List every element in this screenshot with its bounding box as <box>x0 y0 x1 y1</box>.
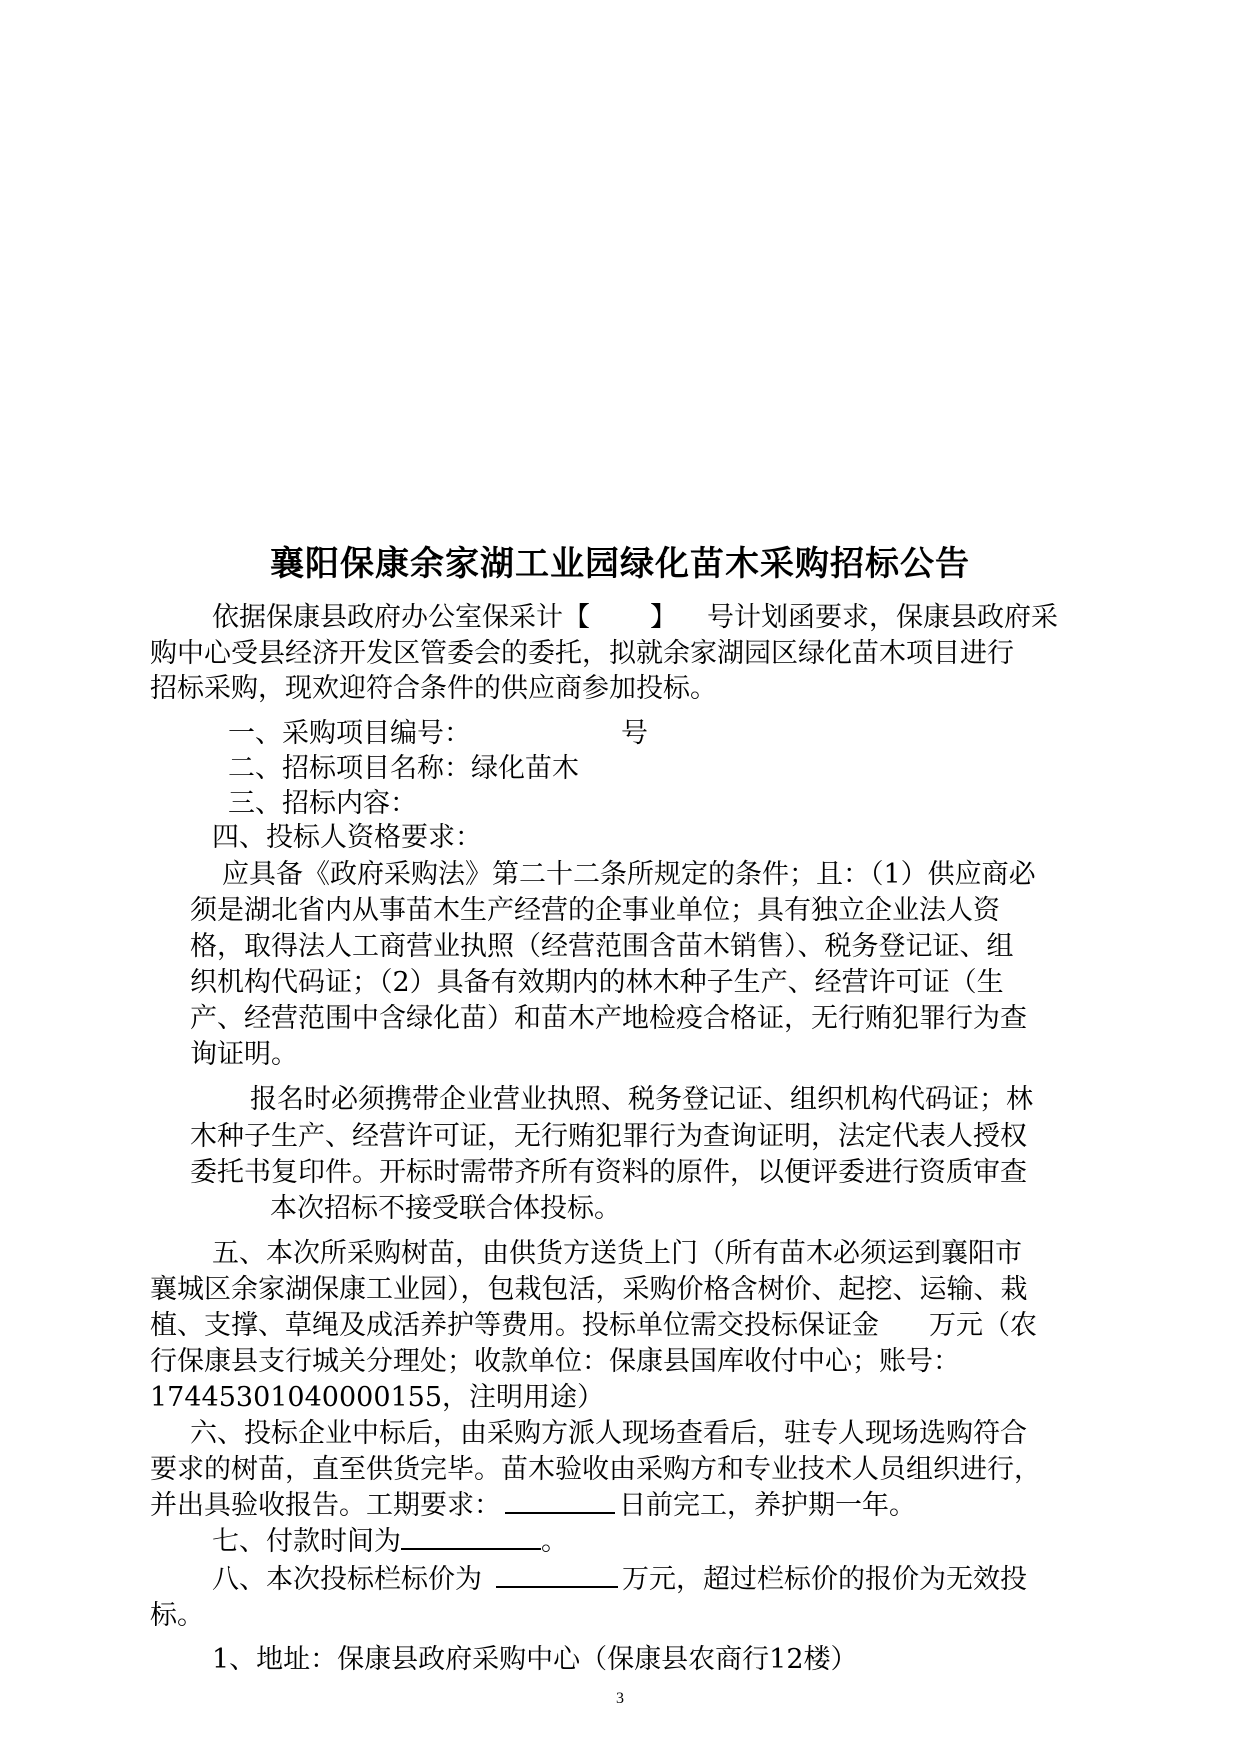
section-6-line <box>150 1486 916 1526</box>
section-7 <box>212 1522 568 1562</box>
section-8-label: 八、本次投标栏标价为 <box>212 1564 482 1595</box>
section-6-line-3b: 日前完工，养护期一年。 <box>619 1490 916 1521</box>
intro-line-1c: 号计划函要求，保康县政府采 <box>707 602 1058 633</box>
section-5-line: 五、本次所采购树苗，由供货方送货上门（所有苗木必须运到襄阳市 <box>212 1238 1022 1269</box>
section-4-line: 格，取得法人工商营业执照（经营范围含苗木销售）、税务登记证、组 <box>190 931 1014 962</box>
section-4-line: 产、经营范围中含绿化苗）和苗木产地检疫合格证，无行贿犯罪行为查 <box>190 1003 1027 1034</box>
section-1 <box>228 714 648 754</box>
section-8-suffix: 万元，超过栏标价的报价为无效投 <box>622 1564 1027 1595</box>
section-5-line: 襄城区余家湖保康工业园），包栽包活，采购价格含树价、起挖、运输、栽 <box>150 1274 1028 1305</box>
section-1-label: 一、采购项目编号： <box>228 718 471 749</box>
intro-line-3: 招标采购，现欢迎符合条件的供应商参加投标。 <box>150 673 717 704</box>
section-5-line-3b: 万元（农 <box>929 1310 1037 1341</box>
intro-line-1b: 】 <box>650 602 677 633</box>
section-6-line: 要求的树苗，直至供货完毕。苗木验收由采购方和专业技术人员组织进行， <box>150 1454 1041 1485</box>
page-number: 3 <box>616 1690 624 1707</box>
section-3: 三、招标内容： <box>228 788 417 819</box>
deadline-blank <box>505 1486 615 1514</box>
registration-line: 木种子生产、经营许可证，无行贿犯罪行为查询证明，法定代表人授权 <box>190 1121 1027 1152</box>
section-5-line-3a: 植、支撑、草绳及成活养护等费用。投标单位需交投标保证金 <box>150 1310 879 1341</box>
no-consortium-note: 本次招标不接受联合体投标。 <box>270 1193 621 1224</box>
section-8 <box>212 1560 1027 1600</box>
section-5-line <box>150 1306 1037 1346</box>
payment-time-blank <box>401 1522 541 1550</box>
section-7-label: 七、付款时间为 <box>212 1526 401 1557</box>
ceiling-price-blank <box>496 1560 618 1588</box>
section-6-line: 六、投标企业中标后，由采购方派人现场查看后，驻专人现场选购符合 <box>190 1418 1027 1449</box>
registration-line: 报名时必须携带企业营业执照、税务登记证、组织机构代码证；林 <box>250 1084 1033 1115</box>
section-6-line-3a: 并出具验收报告。工期要求： <box>150 1490 501 1521</box>
address-line: 1、地址：保康县政府采购中心（保康县农商行12楼） <box>212 1644 858 1675</box>
section-4-line: 应具备《政府采购法》第二十二条所规定的条件；且：（1）供应商必 <box>222 859 1036 890</box>
intro-line-2: 购中心受县经济开发区管委会的委托，拟就余家湖园区绿化苗木项目进行 <box>150 638 1014 669</box>
document-title: 襄阳保康余家湖工业园绿化苗木采购招标公告 <box>270 544 970 584</box>
account-number-line: 17445301040000155，注明用途） <box>150 1382 605 1413</box>
section-5-line: 行保康县支行城关分理处；收款单位：保康县国库收付中心；账号： <box>150 1346 960 1377</box>
registration-line: 委托书复印件。开标时需带齐所有资料的原件，以便评委进行资质审查 <box>190 1157 1027 1188</box>
section-1-suffix: 号 <box>621 718 648 749</box>
section-4-heading: 四、投标人资格要求： <box>212 822 482 853</box>
section-7-suffix: 。 <box>541 1526 568 1557</box>
section-4-line: 须是湖北省内从事苗木生产经营的企事业单位；具有独立企业法人资 <box>190 895 1000 926</box>
section-4-line: 询证明。 <box>190 1039 298 1070</box>
section-2: 二、招标项目名称：绿化苗木 <box>228 753 579 784</box>
section-8-line-2: 标。 <box>150 1600 204 1631</box>
intro-line-1 <box>212 598 1058 638</box>
intro-line-1a: 依据保康县政府办公室保采计【 <box>212 602 590 633</box>
section-4-line: 织机构代码证；（2）具备有效期内的林木种子生产、经营许可证（生 <box>190 967 1004 998</box>
